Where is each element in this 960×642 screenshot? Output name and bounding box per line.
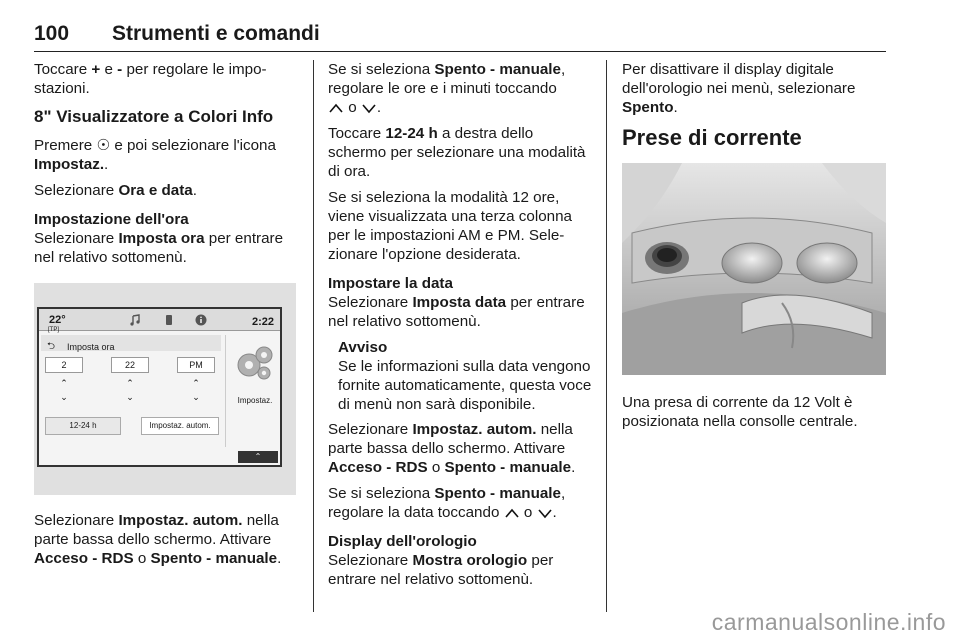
paragraph: Selezionare Imposta data per entrare nel relativo sottomenù.	[328, 294, 585, 330]
minute-down-button[interactable]: ⌄	[126, 392, 134, 402]
column-divider	[606, 60, 607, 612]
page-number: 100	[34, 22, 70, 45]
home-icon: ☉	[96, 137, 111, 154]
subheading: Impostare la data	[328, 275, 453, 292]
notice-text: Se le informazioni sulla data vengono fornite automaticamente, questa voce di menù non sarà disponibile.	[338, 358, 592, 413]
watermark: carmanualsonline.info	[711, 609, 946, 635]
infotainment-screen	[37, 307, 282, 467]
column-1	[34, 60, 296, 575]
paragraph: Premere ☉ e poi selezionare l'icona Impostaz..	[34, 137, 276, 173]
subheading: Impostazione dell'ora	[34, 211, 189, 228]
paragraph: Selezionare Ora e data.	[34, 182, 197, 199]
paragraph: Selezionare Impostaz. autom. nella parte bassa dello schermo. Attivare Acceso - RDS o Spento - manuale.	[34, 512, 282, 567]
info-icon	[195, 314, 207, 326]
section-heading: 8" Visualizzatore a Colori Info	[34, 107, 274, 126]
paragraph: Se si seleziona Spento - manuale, regolare le ore e i minuti toccando o .	[328, 61, 566, 116]
music-note-icon	[129, 314, 141, 326]
clock-time: 2:22	[251, 316, 274, 328]
paragraph: Toccare 12-24 h a destra dello schermo per selezionare una modalità di ora.	[328, 125, 586, 180]
subheading: Display dell'orologio	[328, 533, 477, 550]
column-3	[622, 60, 886, 438]
temperature: 22°	[49, 314, 66, 326]
ampm-value: PM	[177, 357, 215, 373]
menu-title-bar	[41, 335, 221, 351]
ampm-up-button[interactable]: ⌃	[192, 378, 200, 388]
divider	[225, 335, 226, 447]
gear-icon	[231, 339, 279, 389]
column-2	[328, 60, 594, 596]
chevron-up-icon	[504, 507, 520, 519]
hour-down-button[interactable]: ⌄	[60, 392, 68, 402]
chevron-up-icon	[328, 102, 344, 114]
page-header	[34, 20, 886, 52]
console-illustration	[622, 163, 886, 375]
minute-up-button[interactable]: ⌃	[126, 378, 134, 388]
paragraph: Se si seleziona la modalità 12 ore, viene visualizzata una terza colonna per le impostazioni AM e PM. Selezionare l'opzione desiderata.	[328, 189, 572, 263]
paragraph: Se si seleziona Spento - manuale, regolare la data toccando o .	[328, 485, 566, 521]
tp-indicator: [TP]	[48, 327, 60, 333]
expand-button[interactable]: ⌃	[238, 451, 278, 463]
paragraph: Per disattivare il display digitale dell'orologio nei menù, selezionare Spento.	[622, 61, 856, 116]
paragraph: Toccare + e - per regolare le impostazioni.	[34, 61, 267, 97]
paragraph: Selezionare Mostra orologio per entrare nel relativo sottomenù.	[328, 552, 554, 588]
paragraph: Selezionare Imposta ora per entrare nel relativo sottomenù.	[34, 230, 284, 266]
hour-up-button[interactable]: ⌃	[60, 378, 68, 388]
notice-title: Avviso	[338, 339, 388, 356]
phone-icon	[163, 314, 175, 326]
power-outlet-photo	[622, 163, 886, 375]
section-title: Strumenti e comandi	[112, 22, 320, 45]
auto-settings-button[interactable]: Impostaz. autom.	[141, 417, 219, 435]
section-heading: Prese di corrente	[622, 125, 802, 150]
notice-box	[328, 338, 594, 414]
paragraph: Selezionare Impostaz. autom. nella parte bassa dello schermo. Attivare Acceso - RDS o Spento - manuale.	[328, 421, 576, 476]
ampm-down-button[interactable]: ⌄	[192, 392, 200, 402]
chevron-down-icon	[361, 102, 377, 114]
settings-shortcut[interactable]	[231, 339, 279, 409]
photo-caption: Una presa di corrente da 12 Volt è posizionata nella consolle centrale.	[622, 394, 858, 430]
back-icon[interactable]: ⮌	[47, 341, 56, 352]
minute-value: 22	[111, 357, 149, 373]
hour-value: 2	[45, 357, 83, 373]
12-24h-button[interactable]: 12-24 h	[45, 417, 121, 435]
column-divider	[313, 60, 314, 612]
screen-illustration	[34, 283, 296, 495]
chevron-down-icon	[537, 507, 553, 519]
status-bar	[39, 309, 280, 331]
menu-title: Imposta ora	[67, 342, 115, 352]
settings-label: Impostaz.	[237, 396, 273, 405]
